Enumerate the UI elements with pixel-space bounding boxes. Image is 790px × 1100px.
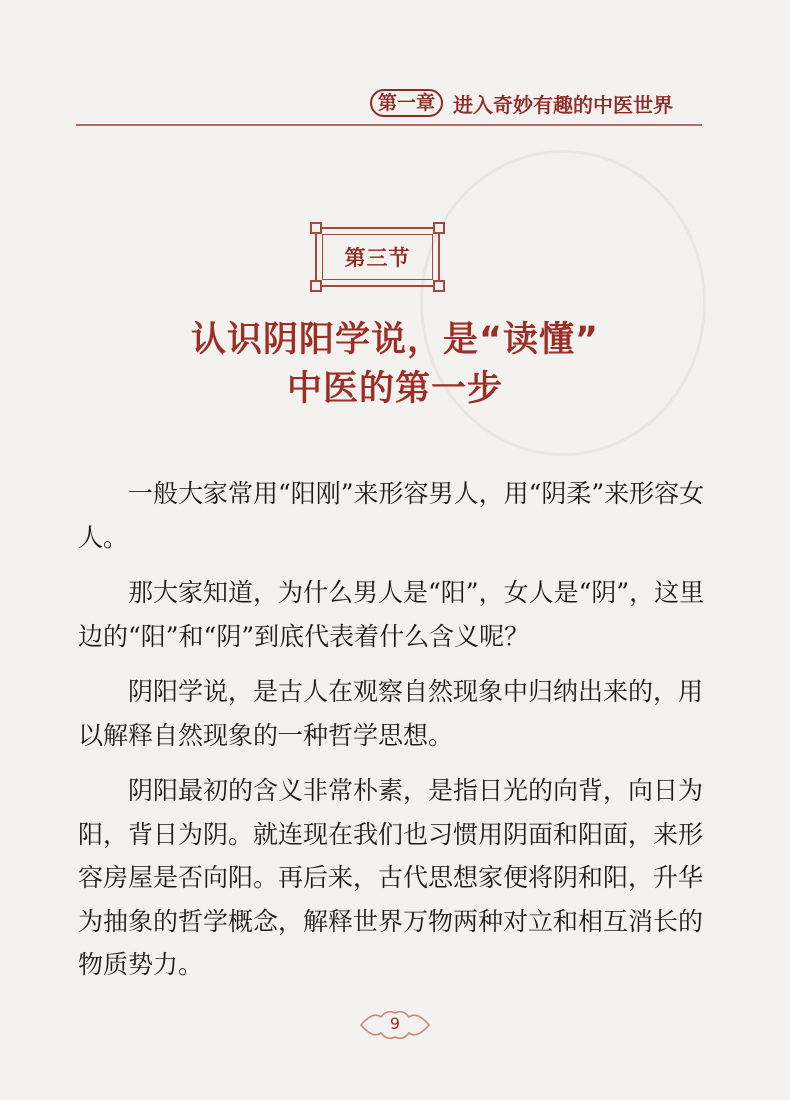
section-label: 第三节 — [344, 246, 411, 270]
paragraph: 那大家知道，为什么男人是“阳”，女人是“阴”，这里边的“阳”和“阴”到底代表着什么含义呢？ — [78, 578, 705, 651]
paragraph: 阴阳最初的含义非常朴素，是指日光的向背，向日为阳，背日为阴。就连现在我们也习惯用阴面和阳面，来形容房屋是否向阳。再后来，古代思想家便将阴和阳，升华为抽象的哲学概念，解释世界万物两种对立和相互消长的物质势力。 — [78, 776, 704, 979]
frame-corner-ornament — [310, 222, 322, 234]
paragraph: 阴阳学说，是古人在观察自然现象中归纳出来的，用以解释自然现象的一种哲学思想。 — [78, 677, 704, 750]
chapter-title: 进入奇妙有趣的中医世界 — [453, 92, 674, 117]
section-title-line-2: 中医的第一步 — [286, 369, 503, 409]
paragraph: 一般大家常用“阳刚”来形容男人，用“阴柔”来形容女人。 — [78, 479, 705, 552]
body-text — [78, 472, 708, 999]
frame-corner-ornament — [433, 222, 445, 234]
section-title-line-1: 认识阴阳学说，是“读懂” — [190, 320, 599, 360]
chapter-label: 第一章 — [370, 89, 443, 117]
running-header — [370, 88, 673, 118]
frame-corner-ornament — [310, 280, 322, 292]
frame-corner-ornament — [433, 280, 445, 292]
page-number: 9 — [389, 1014, 401, 1033]
page-number-badge — [355, 1005, 435, 1045]
header-divider — [76, 124, 702, 126]
section-label-frame — [315, 227, 440, 287]
